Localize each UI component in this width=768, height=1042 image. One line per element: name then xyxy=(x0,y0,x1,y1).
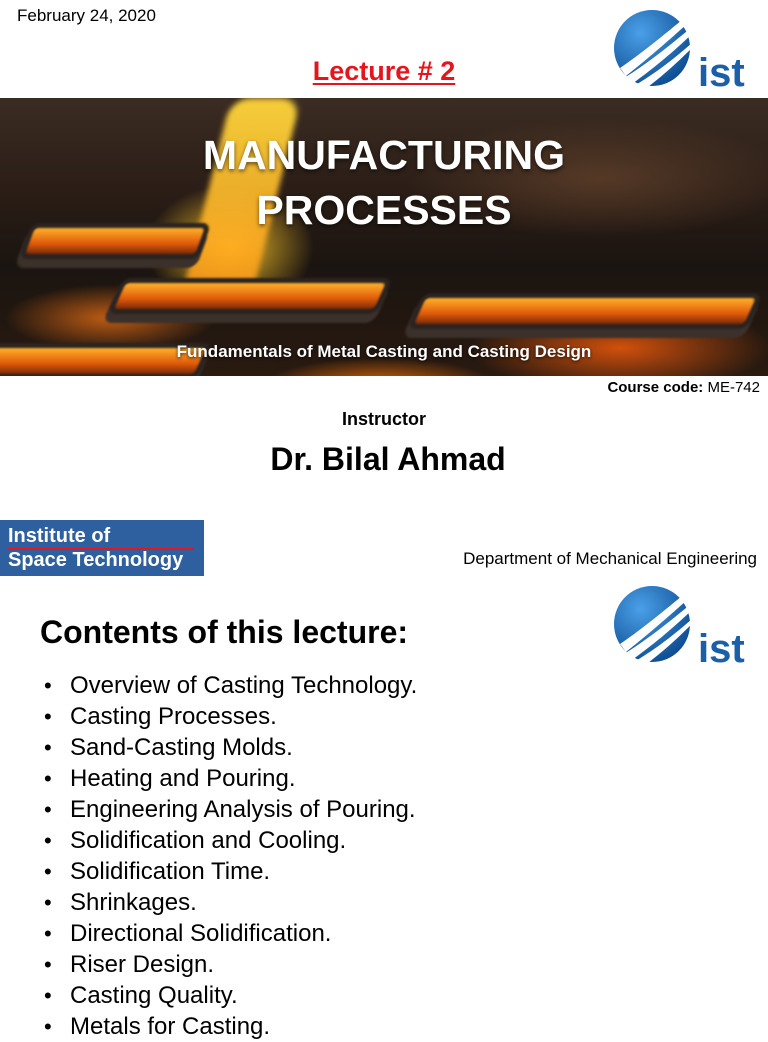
svg-text:ist: ist xyxy=(698,627,745,668)
bullet-icon: • xyxy=(44,704,52,729)
instructor-name: Dr. Bilal Ahmad xyxy=(270,441,506,477)
topic-text: Overview of Casting Technology. xyxy=(70,672,418,699)
slide-date: February 24, 2020 xyxy=(17,6,156,25)
course-code-label: Course code: xyxy=(607,379,704,396)
topic-item xyxy=(44,887,417,918)
bullet-icon: • xyxy=(44,859,52,884)
bullet-icon: • xyxy=(44,735,52,760)
topic-item xyxy=(44,763,417,794)
topic-item xyxy=(44,856,417,887)
institute-logo xyxy=(0,520,204,576)
topic-text: Engineering Analysis of Pouring. xyxy=(70,796,416,823)
bullet-icon: • xyxy=(44,766,52,791)
institute-name-line: Space Technology xyxy=(8,549,184,571)
svg-text:ist: ist xyxy=(698,51,745,92)
banner-subtitle: Fundamentals of Metal Casting and Casting Design xyxy=(176,342,592,361)
course-code-value: ME-742 xyxy=(707,379,760,396)
topic-item xyxy=(44,794,417,825)
topic-item xyxy=(44,825,417,856)
bullet-icon: • xyxy=(44,828,52,853)
ist-logo-icon xyxy=(612,582,762,668)
topic-item xyxy=(44,980,417,1011)
bullet-icon: • xyxy=(44,890,52,915)
department-name: Department of Mechanical Engineering xyxy=(463,549,757,568)
topic-text: Riser Design. xyxy=(70,951,215,978)
bullet-icon: • xyxy=(44,921,52,946)
bullet-icon: • xyxy=(44,1014,52,1039)
instructor-label: Instructor xyxy=(341,409,426,429)
topic-item xyxy=(44,670,417,701)
bullet-icon: • xyxy=(44,673,52,698)
bullet-icon: • xyxy=(44,983,52,1008)
lecture-number: Lecture # 2 xyxy=(312,56,456,86)
topic-text: Shrinkages. xyxy=(70,889,197,916)
topic-text: Metals for Casting. xyxy=(70,1013,271,1040)
topic-text: Sand-Casting Molds. xyxy=(70,734,293,761)
topic-item xyxy=(44,701,417,732)
institute-name-line: Institute of xyxy=(8,525,111,547)
course-code xyxy=(607,379,760,396)
topic-item xyxy=(44,949,417,980)
topic-item xyxy=(44,732,417,763)
banner-title xyxy=(0,128,768,238)
topic-text: Solidification and Cooling. xyxy=(70,827,347,854)
banner-title-line: MANUFACTURING xyxy=(202,132,566,178)
topic-item xyxy=(44,918,417,949)
topic-text: Directional Solidification. xyxy=(70,920,332,947)
topic-text: Solidification Time. xyxy=(70,858,271,885)
bullet-icon: • xyxy=(44,797,52,822)
mold-tray xyxy=(414,298,756,324)
bullet-icon: • xyxy=(44,952,52,977)
topic-text: Casting Processes. xyxy=(70,703,277,730)
topic-item xyxy=(44,1011,417,1042)
topic-text: Casting Quality. xyxy=(70,982,238,1009)
banner-image xyxy=(0,98,768,376)
topic-text: Heating and Pouring. xyxy=(70,765,296,792)
mold-tray xyxy=(114,283,386,309)
contents-title: Contents of this lecture: xyxy=(40,614,409,650)
banner-title-line: PROCESSES xyxy=(256,187,512,233)
topics-list xyxy=(44,670,417,1042)
